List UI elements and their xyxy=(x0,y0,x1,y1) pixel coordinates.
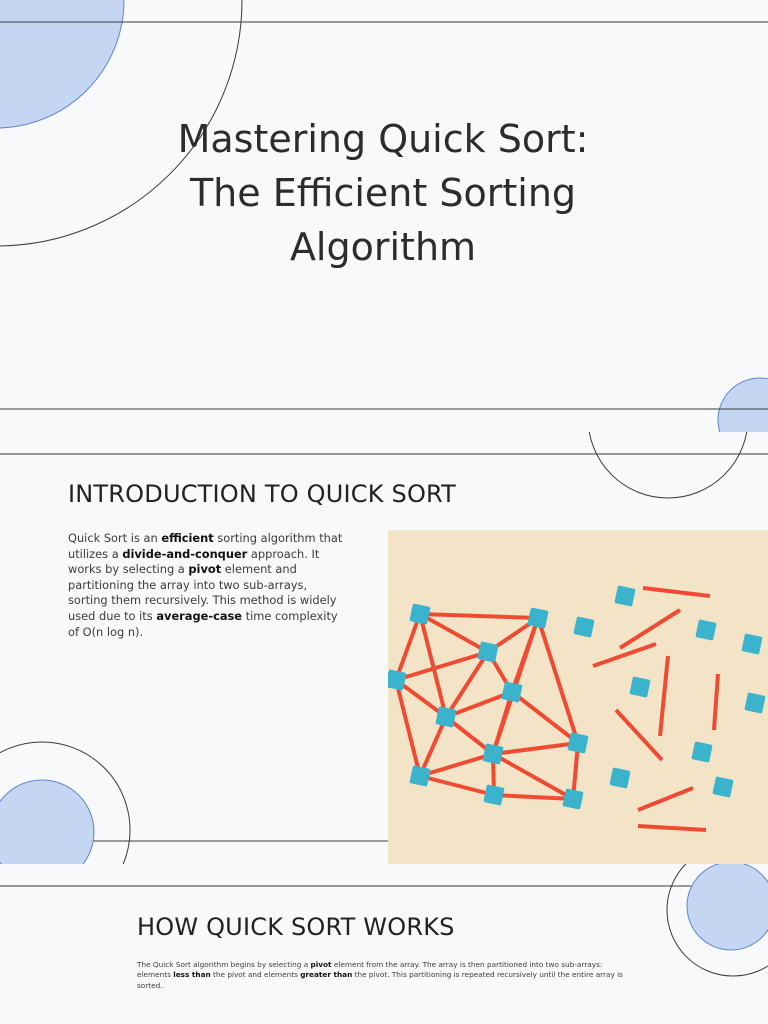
decorative-outline-arc xyxy=(588,432,748,498)
network-photo xyxy=(388,530,768,864)
blue-node xyxy=(567,732,588,753)
blue-node xyxy=(409,765,430,786)
blue-node xyxy=(695,619,716,640)
blue-node xyxy=(562,788,583,809)
network-link xyxy=(420,717,446,776)
how-slide-decoration xyxy=(0,864,768,1024)
loose-strip xyxy=(616,710,662,760)
paragraph-text: element from the array. The array is then partitioned into two sub-arrays: elements xyxy=(137,960,603,980)
blue-node xyxy=(409,603,430,624)
decorative-filled-circle-small xyxy=(718,378,768,432)
paragraph-text: Quick Sort is an xyxy=(68,531,162,545)
blue-node xyxy=(744,692,765,713)
intro-slide xyxy=(0,432,768,864)
blue-node xyxy=(712,776,733,797)
decorative-filled-circle xyxy=(687,864,768,950)
decorative-filled-circle xyxy=(0,0,124,128)
blue-node xyxy=(477,641,498,662)
page-title: Mastering Quick Sort: The Efficient Sorting Algorithm xyxy=(177,117,589,269)
emphasized-term: average-case xyxy=(156,608,243,623)
loose-strip xyxy=(714,674,718,730)
blue-node xyxy=(691,741,712,762)
network-link xyxy=(538,618,578,743)
network-link xyxy=(493,692,512,754)
blue-node xyxy=(609,767,630,788)
paragraph-text: time complexity of O(n log n). xyxy=(68,608,338,639)
blue-node xyxy=(614,585,635,606)
blue-node xyxy=(482,743,503,764)
network-illustration xyxy=(388,530,768,864)
loose-strip xyxy=(643,588,710,596)
network-link xyxy=(396,614,420,680)
blue-node xyxy=(435,706,456,727)
blue-node xyxy=(483,784,504,805)
network-link xyxy=(493,743,578,754)
how-paragraph xyxy=(137,960,637,991)
emphasized-term: less than xyxy=(173,970,211,980)
loose-strip xyxy=(620,610,680,648)
paragraph-text: the pivot and elements xyxy=(210,970,301,980)
loose-strip xyxy=(660,656,668,736)
blue-node xyxy=(501,681,522,702)
paragraph-text: sorting algorithm that utilizes a xyxy=(68,531,343,561)
emphasized-term: efficient xyxy=(161,531,214,545)
intro-paragraph xyxy=(68,531,348,640)
title-slide xyxy=(0,0,768,432)
blue-node xyxy=(629,676,650,697)
emphasized-term: divide-and-conquer xyxy=(122,546,248,561)
paragraph-text: the pivot. This partitioning is repeated recursively until the entire array is sorted. xyxy=(137,970,623,990)
network-link xyxy=(494,795,573,799)
decorative-filled-circle xyxy=(0,780,94,864)
section-heading: HOW QUICK SORT WORKS xyxy=(137,913,455,941)
paragraph-text: The Quick Sort algorithm begins by selecting a xyxy=(137,960,311,969)
section-heading: INTRODUCTION TO QUICK SORT xyxy=(68,480,457,508)
network-link xyxy=(420,614,538,618)
blue-node xyxy=(573,616,594,637)
paragraph-text: approach. It works by selecting a xyxy=(68,546,320,577)
loose-strip xyxy=(638,788,693,810)
blue-node xyxy=(527,607,548,628)
network-link xyxy=(420,776,494,795)
network-link xyxy=(493,754,573,799)
blue-node xyxy=(741,633,762,654)
paragraph-text: element and partitioning the array into two sub-arrays, sorting them recursively. This method is widely used due to its xyxy=(68,562,337,623)
loose-strip xyxy=(638,826,706,830)
how-it-works-slide xyxy=(0,864,768,1024)
network-link xyxy=(420,754,493,776)
emphasized-term: pivot xyxy=(188,562,222,577)
emphasized-term: pivot xyxy=(310,960,332,969)
emphasized-term: greater than xyxy=(300,970,353,980)
